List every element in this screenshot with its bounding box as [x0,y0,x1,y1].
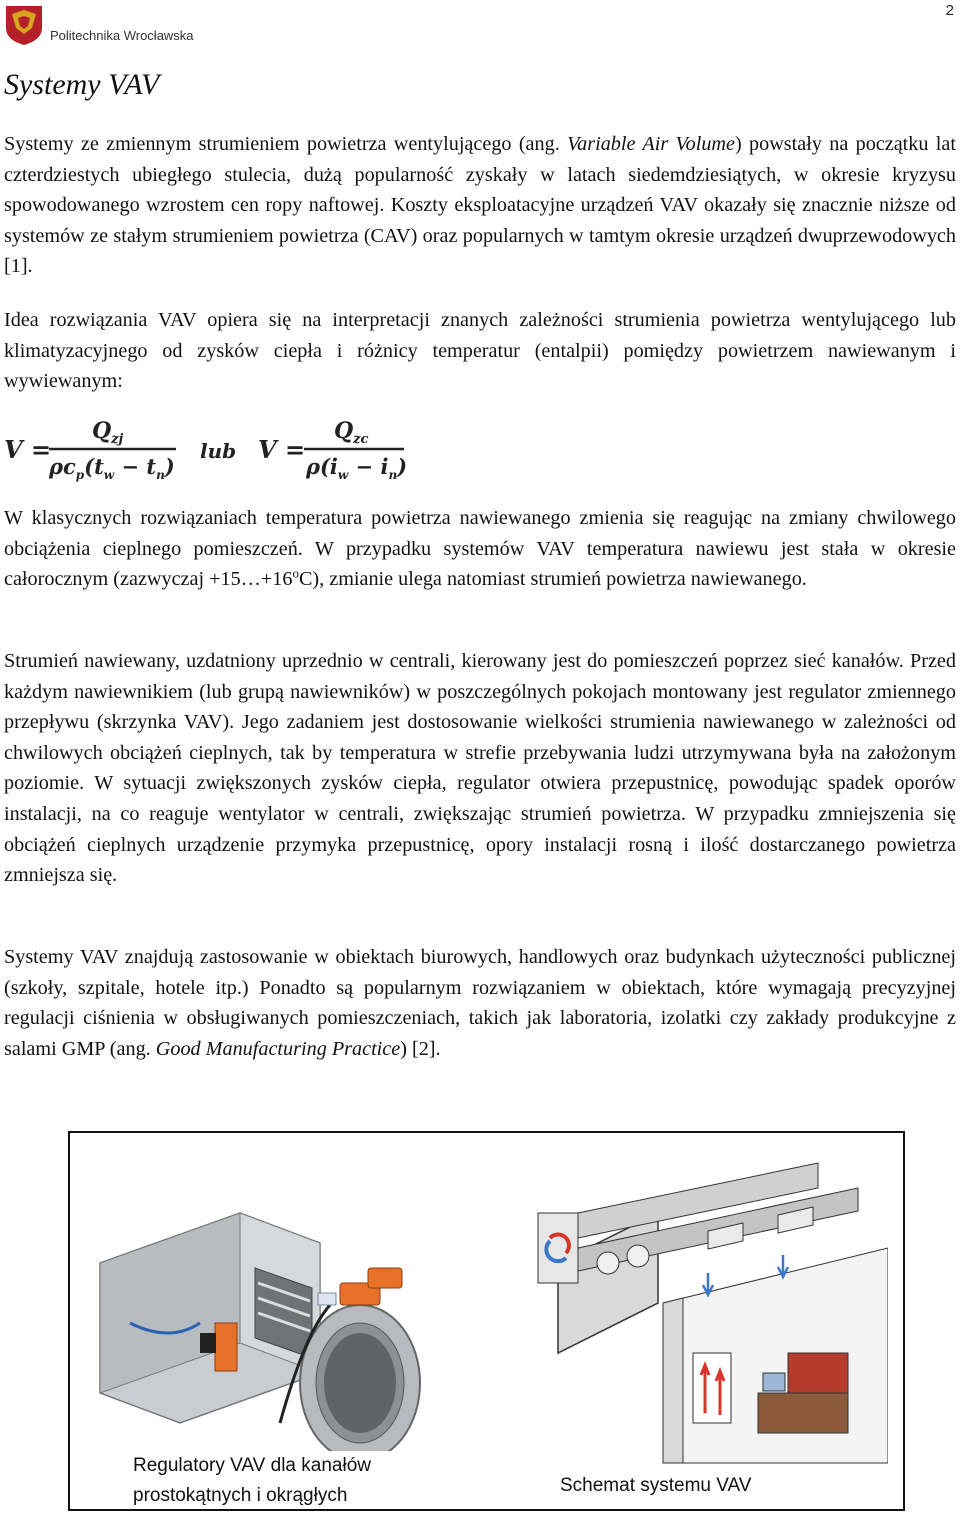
figure-caption-right [560,1471,810,1511]
paragraph-text: Systemy ze zmiennym strumieniem powietrza wentylującego (ang. [4,133,568,155]
formula-connector: lub [200,439,237,463]
caption-line: Schemat systemu VAV [560,1475,752,1496]
paragraph-text: W klasycznych rozwiązaniach temperatura powietrza nawiewanego zmienia się reagując na zmiany chwilowego obciążenia cieplnego pomieszczeń. W przypadku systemów VAV temperatura nawiewu jest stała w okresie całorocznym (zazwyczaj +15…+16 [4,507,956,591]
crest-icon [4,4,44,46]
formula1-numerator: $Q_{zj}$ [92,418,124,447]
caption-line: Regulatory VAV dla kanałów [133,1455,371,1476]
paragraph-classic [4,503,956,595]
paragraph-supply: Strumień nawiewany, uzdatniony uprzednio w centrali, kierowany jest do pomieszczeń poprzez sieć kanałów. Przed każdym nawiewnikiem (lub grupą nawiewników) w poszczególnych pokojach montowany jest regulator zmiennego przepływu (skrzynka VAV). Jego zadaniem jest dostosowanie wielkości strumienia nawiewanego w zależności od chwilowych obciążeń cieplnych, tak by temperatura w strefie przebywania ludzi utrzymywana była na założonym poziomie. W sytuacji zwiększonych zysków ciepła, regulator otwiera przepustnicę, powodując spadek oporów instalacji, na co reaguje wentylator w centrali, zwiększając strumień powietrza. W przypadku zmniejszenia się obciążeń cieplnych urządzenie przymyka przepustnicę, opory instalacji rosną i ilość dostarczanego powietrza zmniejsza się. [4,650,956,887]
airflow-formulas [4,414,414,486]
paragraph-text: C), zmianie ulega natomiast strumień powietrza nawiewanego. [298,568,807,591]
formula2-numerator: $Q_{zc}$ [334,418,369,447]
italic-term: Variable Air Volume [567,133,735,155]
vav-regulators-photo [90,1173,450,1473]
caption-line: prostokątnych i okrągłych [133,1485,348,1506]
paragraph-intro [4,129,956,282]
formula1-lhs: V = [4,435,52,464]
formula2-denominator: $\rho(i_w - i_n)$ [306,454,408,482]
formula1-denominator: $\rho c_p(t_w - t_n)$ [49,454,175,482]
formula2-lhs: V = [258,435,306,464]
page-title: Systemy VAV [4,68,160,101]
paragraph-idea: Idea rozwiązania VAV opiera się na interpretacji znanych zależności strumienia powietrza wentylującego lub klimatyzacyjnego od zysków ciepła i różnicy temperatur (entalpii) pomiędzy powietrzem nawiewanym i wywiewanym: [4,309,956,393]
university-logo [4,4,194,46]
figure-frame [68,1131,905,1511]
paragraph-text: Systemy VAV znajdują zastosowanie w obiektach biurowych, handlowych oraz budynkach użyteczności publicznej (szkoły, szpitale, hotele itp.) Ponadto są popularnym rozwiązaniem w obiektach, które wymagają precyzyjnej regulacji ciśnienia w obsługiwanych pomieszczeniach, takich jak laboratoria, izolatki czy zakłady produkcyjne z salami GMP (ang. [4,946,956,1060]
italic-term: Good Manufacturing Practice [155,1037,401,1060]
page-number: 2 [945,2,954,19]
paragraph-text: ) [2]. [400,1037,441,1060]
paragraph-text: ) powstały na początku lat czterdziestych ubiegłego stulecia, dużą popularność zyskały w latach siedemdziesiątych, w okresie kryzysu spowodowanego wzrostem cen ropy naftowej. Koszty eksploatacyjne urządzeń VAV okazały się znacznie niższe od systemów ze stałym strumieniem powietrza (CAV) oraz popularnych w tamtym okresie urządzeń dwuprzewodowych [1]. [4,133,956,278]
degree-superscript: o [292,565,299,581]
paragraph-applications [4,942,956,1064]
logo-text: Politechnika Wrocławska [50,27,194,43]
figure-caption-left [131,1451,453,1511]
vav-system-diagram [458,1153,888,1473]
